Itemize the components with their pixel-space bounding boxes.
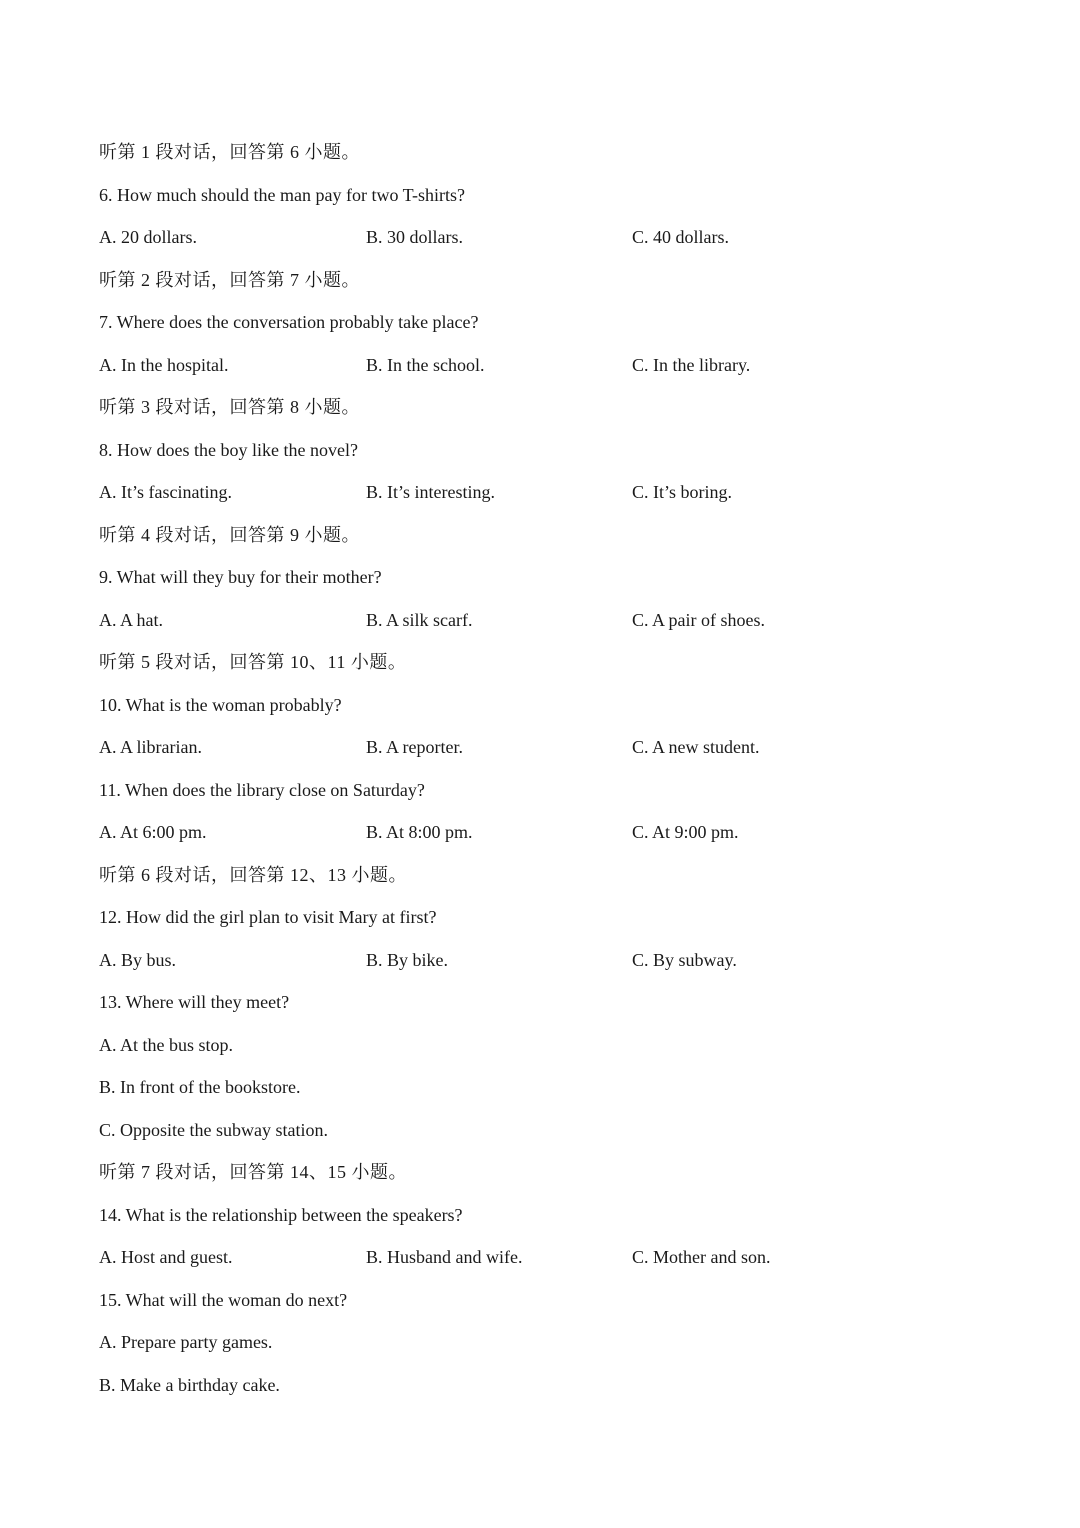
section-instruction: 听第 2 段对话，回答第 7 小题。 bbox=[99, 270, 360, 290]
answer-option: A. By bus. bbox=[99, 950, 177, 970]
answer-option: C. At 9:00 pm. bbox=[632, 822, 739, 842]
question: 11. When does the library close on Saturday? bbox=[99, 780, 425, 800]
question: 6. How much should the man pay for two T-shirts? bbox=[99, 185, 465, 205]
answer-options-row bbox=[99, 478, 999, 506]
answer-options-row bbox=[99, 946, 999, 974]
answer-option: A. At 6:00 pm. bbox=[99, 822, 207, 842]
question: 9. What will they buy for their mother? bbox=[99, 567, 382, 587]
question: 10. What is the woman probably? bbox=[99, 695, 342, 715]
answer-option: B. A silk scarf. bbox=[366, 610, 473, 630]
answer-option: A. It’s fascinating. bbox=[99, 482, 232, 502]
answer-option: A. Host and guest. bbox=[99, 1247, 233, 1267]
answer-option: A. At the bus stop. bbox=[99, 1035, 234, 1055]
answer-option: C. 40 dollars. bbox=[632, 227, 729, 247]
answer-option: B. At 8:00 pm. bbox=[366, 822, 473, 842]
answer-option: C. A new student. bbox=[632, 737, 760, 757]
answer-option: C. It’s boring. bbox=[632, 482, 733, 502]
answer-option: B. In front of the bookstore. bbox=[99, 1077, 301, 1097]
section-instruction: 听第 3 段对话，回答第 8 小题。 bbox=[99, 397, 360, 417]
question: 14. What is the relationship between the speakers? bbox=[99, 1205, 463, 1225]
answer-options-row bbox=[99, 223, 999, 251]
question: 12. How did the girl plan to visit Mary at first? bbox=[99, 907, 437, 927]
answer-option: C. In the library. bbox=[632, 355, 751, 375]
section-instruction: 听第 4 段对话，回答第 9 小题。 bbox=[99, 525, 360, 545]
answer-options-row bbox=[99, 606, 999, 634]
answer-option: A. A hat. bbox=[99, 610, 164, 630]
answer-option: B. By bike. bbox=[366, 950, 449, 970]
answer-option: B. Make a birthday cake. bbox=[99, 1375, 280, 1395]
section-instruction: 听第 7 段对话，回答第 14、15 小题。 bbox=[99, 1162, 407, 1182]
question: 8. How does the boy like the novel? bbox=[99, 440, 358, 460]
answer-option: C. Opposite the subway station. bbox=[99, 1120, 328, 1140]
section-instruction: 听第 1 段对话，回答第 6 小题。 bbox=[99, 142, 360, 162]
answer-options-row bbox=[99, 733, 999, 761]
answer-option: A. Prepare party games. bbox=[99, 1332, 273, 1352]
answer-options-row bbox=[99, 351, 999, 379]
answer-option: C. By subway. bbox=[632, 950, 737, 970]
answer-option: B. It’s interesting. bbox=[366, 482, 495, 502]
answer-option: C. Mother and son. bbox=[632, 1247, 771, 1267]
answer-option: A. In the hospital. bbox=[99, 355, 229, 375]
answer-option: B. Husband and wife. bbox=[366, 1247, 523, 1267]
answer-option: B. A reporter. bbox=[366, 737, 463, 757]
answer-option: B. In the school. bbox=[366, 355, 485, 375]
section-instruction: 听第 5 段对话，回答第 10、11 小题。 bbox=[99, 652, 407, 672]
answer-option: C. A pair of shoes. bbox=[632, 610, 765, 630]
question: 7. Where does the conversation probably take place? bbox=[99, 312, 479, 332]
answer-options-row bbox=[99, 818, 999, 846]
answer-option: A. 20 dollars. bbox=[99, 227, 197, 247]
question: 13. Where will they meet? bbox=[99, 992, 290, 1012]
answer-option: A. A librarian. bbox=[99, 737, 202, 757]
answer-options-row bbox=[99, 1243, 999, 1271]
question: 15. What will the woman do next? bbox=[99, 1290, 348, 1310]
answer-option: B. 30 dollars. bbox=[366, 227, 463, 247]
section-instruction: 听第 6 段对话，回答第 12、13 小题。 bbox=[99, 865, 407, 885]
